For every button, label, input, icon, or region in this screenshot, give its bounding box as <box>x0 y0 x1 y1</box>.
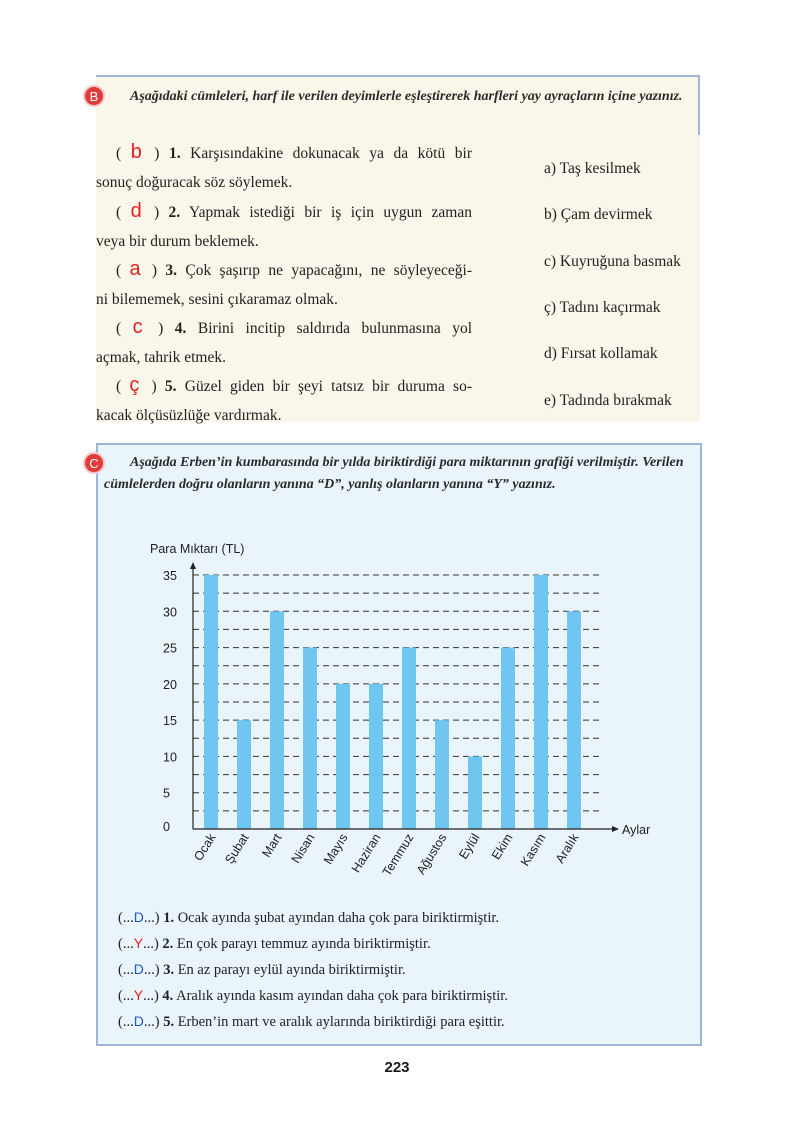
y-tick-label: 5 <box>163 786 170 801</box>
matching-item: ( ç ) 5. Güzel giden bir şeyi tatsız bir duruma so- kacak ölçüsüzlüğe vardırmak. <box>96 371 472 430</box>
question-row: (...D...) 1. Ocak ayında şubat ayından daha çok para biriktirmiştir. <box>118 909 500 926</box>
x-tick-label: Nisan <box>288 831 318 866</box>
answer-mark[interactable]: D <box>133 1013 144 1029</box>
question-number: 5. <box>163 1014 175 1030</box>
item-number: 3. <box>165 262 177 279</box>
question-number: 3. <box>163 962 175 978</box>
item-number: 5. <box>164 378 177 395</box>
answer-letter[interactable]: ç <box>129 374 140 396</box>
bar-şubat <box>237 720 251 829</box>
bar-eylül <box>468 756 482 829</box>
bar-nisan <box>303 648 317 829</box>
item-text-line1: Çok şaşırıp ne yapacağını, ne söyleyeceği- <box>185 262 472 279</box>
x-tick-label: Şubat <box>222 831 252 867</box>
x-tick-label: Ocak <box>191 831 219 864</box>
matching-item: ( d ) 2. Yapmak istediği bir iş için uygun zaman veya bir durum beklemek. <box>96 197 472 256</box>
answer-letter[interactable]: c <box>132 316 143 338</box>
x-tick-label: Aralık <box>552 831 582 866</box>
idiom-option: c) Kuyruğuna basmak <box>544 253 681 270</box>
item-text-line2: açmak, tahrik etmek. <box>96 349 226 366</box>
question-row: (...Y...) 4. Aralık ayında kasım ayından daha çok para biriktirmiştir. <box>118 987 508 1004</box>
answer-letter[interactable]: b <box>130 141 142 163</box>
answer-letter[interactable]: d <box>130 200 142 222</box>
answer-letter[interactable]: a <box>129 258 141 280</box>
idiom-option: ç) Tadını kaçırmak <box>544 299 661 316</box>
y-axis-arrow-icon <box>190 562 196 569</box>
question-number: 2. <box>162 936 174 952</box>
bar-kasım <box>534 575 548 829</box>
question-row: (...D...) 5. Erben’in mart ve aralık aylarında biriktirdiği para eşittir. <box>118 1013 505 1030</box>
bar-ocak <box>204 575 218 829</box>
question-text: En az parayı eylül ayında biriktirmiştir. <box>177 962 406 978</box>
question-text: Erben’in mart ve aralık aylarında biriktirdiği para eşittir. <box>177 1014 505 1030</box>
item-text-line1: Karşısındakine dokunacak ya da kötü bir <box>190 145 472 162</box>
question-text: Aralık ayında kasım ayından daha çok para biriktirmiştir. <box>176 988 508 1004</box>
y-tick-label: 35 <box>163 569 177 583</box>
section-b-instruction: Aşağıdaki cümleleri, harf ile verilen deyimlerle eşleştirerek harfleri yay ayraçların içine yazınız. <box>130 89 683 104</box>
matching-item: ( a ) 3. Çok şaşırıp ne yapacağını, ne söyleyeceği- ni bilememek, sesini çıkaramaz olmak. <box>96 255 472 314</box>
x-tick-label: Mayıs <box>321 831 351 867</box>
item-text-line1: Güzel giden bir şeyi tatsız bir duruma so- <box>184 378 472 395</box>
x-tick-labels <box>191 831 582 879</box>
y-tick-labels <box>163 569 177 834</box>
matching-item: ( c ) 4. Birini incitip saldırıda bulunmasına yol açmak, tahrik etmek. <box>96 313 472 372</box>
y-tick-label: 25 <box>163 641 177 656</box>
y-tick-label: 20 <box>163 677 177 692</box>
item-number: 1. <box>168 145 181 162</box>
section-c-badge: C <box>83 452 105 474</box>
x-tick-label: Temmuz <box>379 831 417 879</box>
bar-temmuz <box>402 648 416 829</box>
idiom-option: b) Çam devirmek <box>544 206 653 223</box>
bar-ekim <box>501 648 515 829</box>
item-text-line2: sonuç doğuracak söz söylemek. <box>96 174 293 191</box>
item-text-line2: ni bilememek, sesini çıkaramaz olmak. <box>96 291 338 308</box>
y-tick-label: 15 <box>163 714 177 729</box>
x-tick-label: Eylül <box>456 831 483 862</box>
y-axis-label: Para Mıktarı (TL) <box>150 542 245 556</box>
y-tick-label: 30 <box>163 605 177 620</box>
answer-mark[interactable]: Y <box>133 987 144 1003</box>
item-text-line1: Birini incitip saldırıda bulunmasına yol <box>197 320 472 337</box>
question-row: (...D...) 3. En az parayı eylül ayında biriktirmiştir. <box>118 961 406 978</box>
x-tick-label: Haziran <box>348 831 384 876</box>
question-number: 4. <box>162 988 174 1004</box>
x-axis-label: Aylar <box>622 823 651 837</box>
item-text-line1: Yapmak istediği bir iş için uygun zaman <box>188 204 472 221</box>
question-text: En çok parayı temmuz ayında biriktirmiştir. <box>176 936 431 952</box>
x-tick-label: Kasım <box>517 831 549 869</box>
idiom-option: a) Taş kesilmek <box>544 160 641 177</box>
item-number: 2. <box>168 204 181 221</box>
idiom-option: e) Tadında bırakmak <box>544 392 672 409</box>
bar-mart <box>270 611 284 829</box>
answer-mark[interactable]: Y <box>133 935 144 951</box>
section-b-badge: B <box>83 85 105 107</box>
idiom-option: d) Fırsat kollamak <box>544 345 658 362</box>
item-number: 4. <box>174 320 187 337</box>
page-number: 223 <box>384 1059 410 1076</box>
x-tick-label: Ağustos <box>413 831 450 877</box>
x-axis-arrow-icon <box>612 826 619 832</box>
bar-haziran <box>369 684 383 829</box>
question-row: (...Y...) 2. En çok parayı temmuz ayında biriktirmiştir. <box>118 935 431 952</box>
x-tick-label: Mart <box>259 831 285 860</box>
y-tick-label: 0 <box>163 820 170 834</box>
question-text: Ocak ayında şubat ayından daha çok para biriktirmiştir. <box>177 910 500 926</box>
bar-ağustos <box>435 720 449 829</box>
bar-mayıs <box>336 684 350 829</box>
x-tick-label: Ekim <box>488 831 516 863</box>
item-text-line2: veya bir durum beklemek. <box>96 233 259 250</box>
matching-item: ( b ) 1. Karşısındakine dokunacak ya da kötü bir sonuç doğuracak söz söylemek. <box>96 138 472 197</box>
item-text-line2: kacak ölçüsüzlüğe vardırmak. <box>96 407 282 424</box>
y-tick-label: 10 <box>163 750 177 765</box>
bar-aralık <box>567 611 581 829</box>
answer-mark[interactable]: D <box>133 909 144 925</box>
answer-mark[interactable]: D <box>133 961 144 977</box>
section-c-instruction: Aşağıda Erben’in kumbarasında bir yılda biriktirdiği para miktarının grafiği verilmiştir. Verilen cümlelerden doğru olanların yanına “D”, yanlış olanların yanına “Y” yazınız. <box>104 455 684 492</box>
question-number: 1. <box>163 910 175 926</box>
